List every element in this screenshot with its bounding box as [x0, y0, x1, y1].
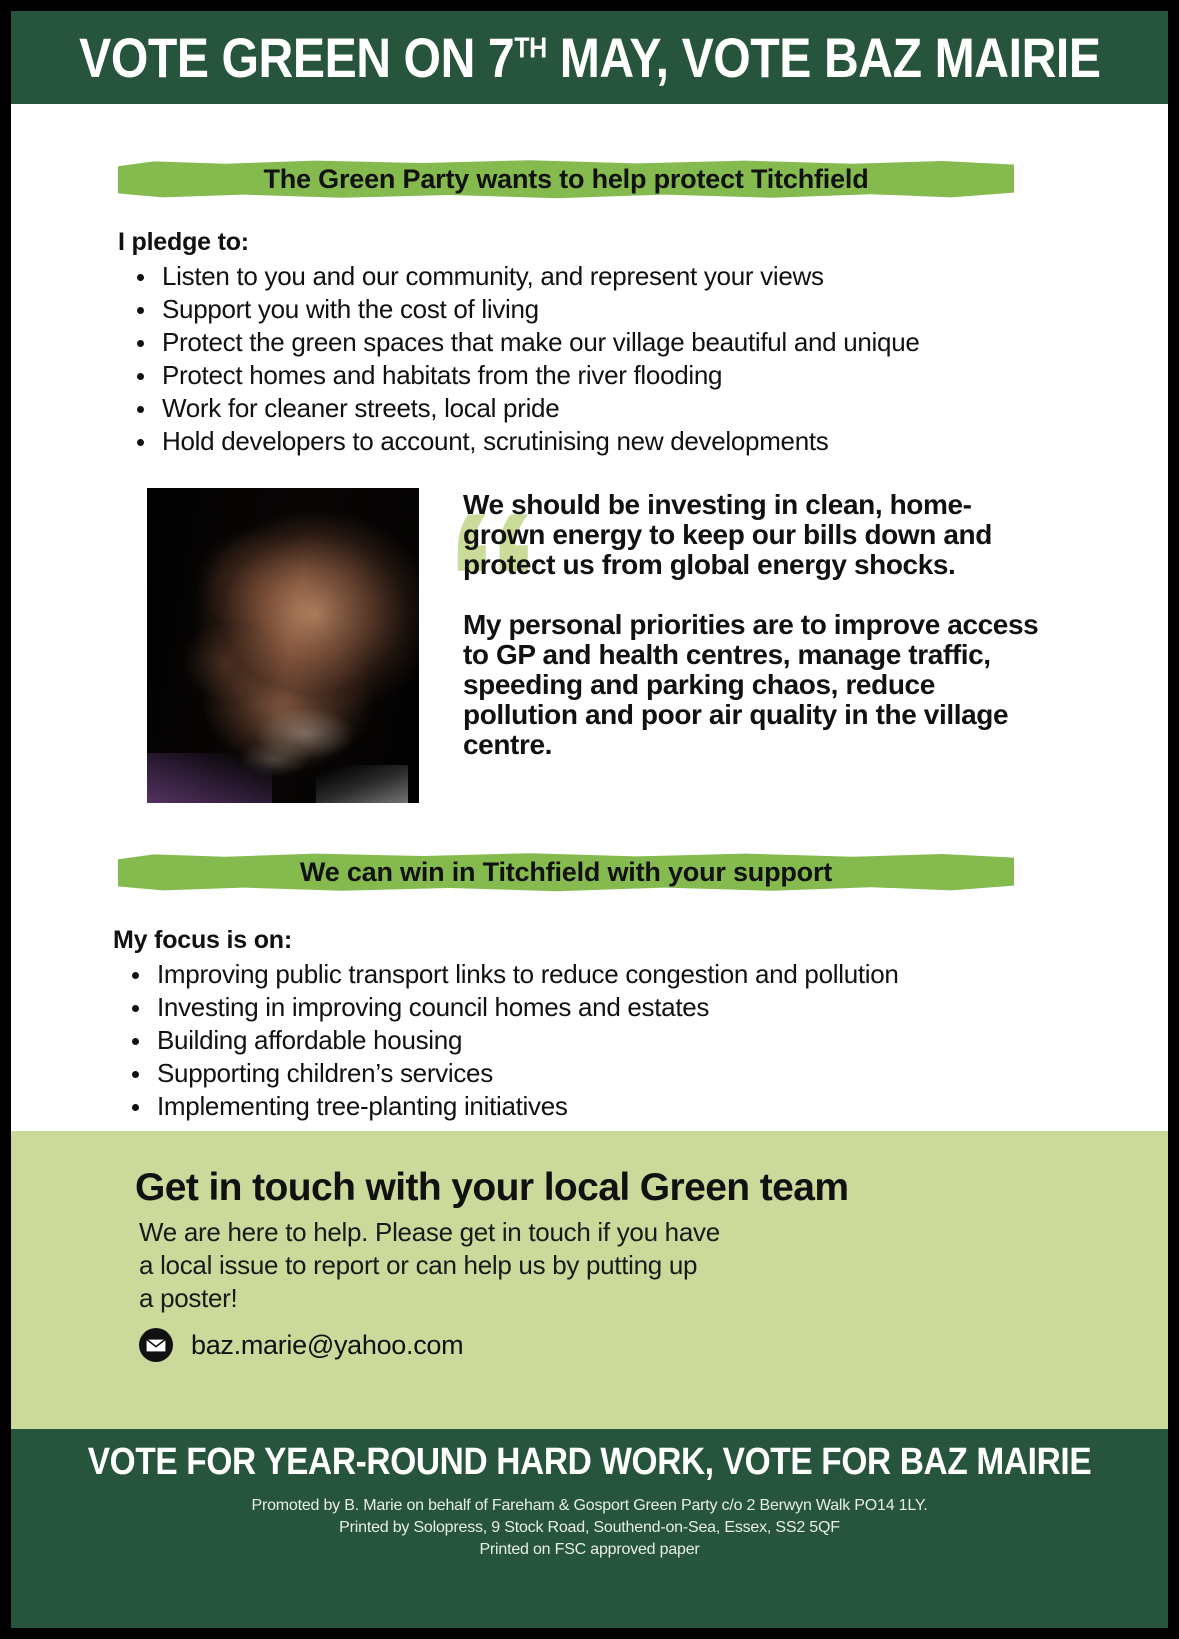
contact-body-line-3: a poster!: [139, 1283, 238, 1313]
heading-win-label: We can win in Titchfield with your support: [299, 856, 833, 887]
list-item: Work for cleaner streets, local pride: [118, 392, 1038, 425]
footer-slogan: VOTE FOR YEAR-ROUND HARD WORK, VOTE FOR BAZ MAIRIE: [87, 1441, 1092, 1483]
header-title-superscript: TH: [513, 31, 547, 64]
footer-banner: [11, 1429, 1168, 1628]
contact-body-line-2: a local issue to report or can help us by putting up: [139, 1250, 698, 1280]
list-item: Investing in improving council homes and estates: [113, 991, 1033, 1024]
quote-paragraph-1: We should be investing in clean, home-grown energy to keep our bills down and protect us from global energy shocks.: [463, 489, 992, 580]
imprint-line-2: Printed by Solopress, 9 Stock Road, Southend-on-Sea, Essex, SS2 5QF: [339, 1518, 840, 1536]
heading-we-can-win: [118, 850, 1014, 894]
list-item: Protect homes and habitats from the river flooding: [118, 359, 1038, 392]
quote-paragraph-2: My personal priorities are to improve access to GP and health centres, manage traffic, speeding and parking chaos, reduce pollution and poor air quality in the village centre.: [463, 609, 1039, 760]
header-title-after: MAY, VOTE BAZ MAIRIE: [546, 25, 1101, 89]
list-item: Implementing tree-planting initiatives: [113, 1090, 1033, 1123]
pledge-intro: I pledge to:: [118, 228, 249, 256]
quotation-mark-icon: “: [443, 472, 535, 695]
page-title: [78, 25, 1101, 89]
page-border-right: [1168, 0, 1179, 1639]
contact-body: [139, 1216, 720, 1315]
envelope-icon: [139, 1328, 173, 1362]
contact-body-line-1: We are here to help. Please get in touch if you have: [139, 1217, 720, 1247]
heading-protect-titchfield: [118, 157, 1014, 201]
list-item: Hold developers to account, scrutinising new developments: [118, 425, 1038, 458]
portrait-collar-left: [147, 753, 272, 803]
page-border-bottom: [0, 1628, 1179, 1639]
list-item: Protect the green spaces that make our village beautiful and unique: [118, 326, 1038, 359]
page-border-top: [0, 0, 1179, 11]
pledge-list: [118, 260, 1038, 458]
list-item: Building affordable housing: [113, 1024, 1033, 1057]
list-item: Listen to you and our community, and represent your views: [118, 260, 1038, 293]
contact-section: [11, 1131, 1168, 1429]
contact-title: Get in touch with your local Green team: [135, 1166, 849, 1209]
focus-intro: My focus is on:: [113, 926, 292, 954]
imprint-line-3: Printed on FSC approved paper: [479, 1540, 700, 1558]
portrait-collar-right: [316, 765, 408, 803]
imprint-line-1: Promoted by B. Marie on behalf of Fareham & Gosport Green Party c/o 2 Berwyn Walk PO14 1LY.: [251, 1496, 928, 1514]
header-title-before: VOTE GREEN ON 7: [78, 25, 514, 89]
candidate-portrait-photo: [147, 488, 419, 803]
contact-email-address[interactable]: baz.marie@yahoo.com: [191, 1329, 464, 1360]
candidate-quote-block: [443, 472, 1053, 760]
page-border-left: [0, 0, 11, 1639]
contact-email-row[interactable]: [139, 1328, 463, 1362]
list-item: Support you with the cost of living: [118, 293, 1038, 326]
heading-protect-label: The Green Party wants to help protect Titchfield: [263, 163, 869, 194]
focus-list: [113, 958, 1033, 1123]
header-banner: [11, 11, 1168, 104]
list-item: Supporting children’s services: [113, 1057, 1033, 1090]
imprint-block: [11, 1495, 1168, 1561]
list-item: Improving public transport links to reduce congestion and pollution: [113, 958, 1033, 991]
